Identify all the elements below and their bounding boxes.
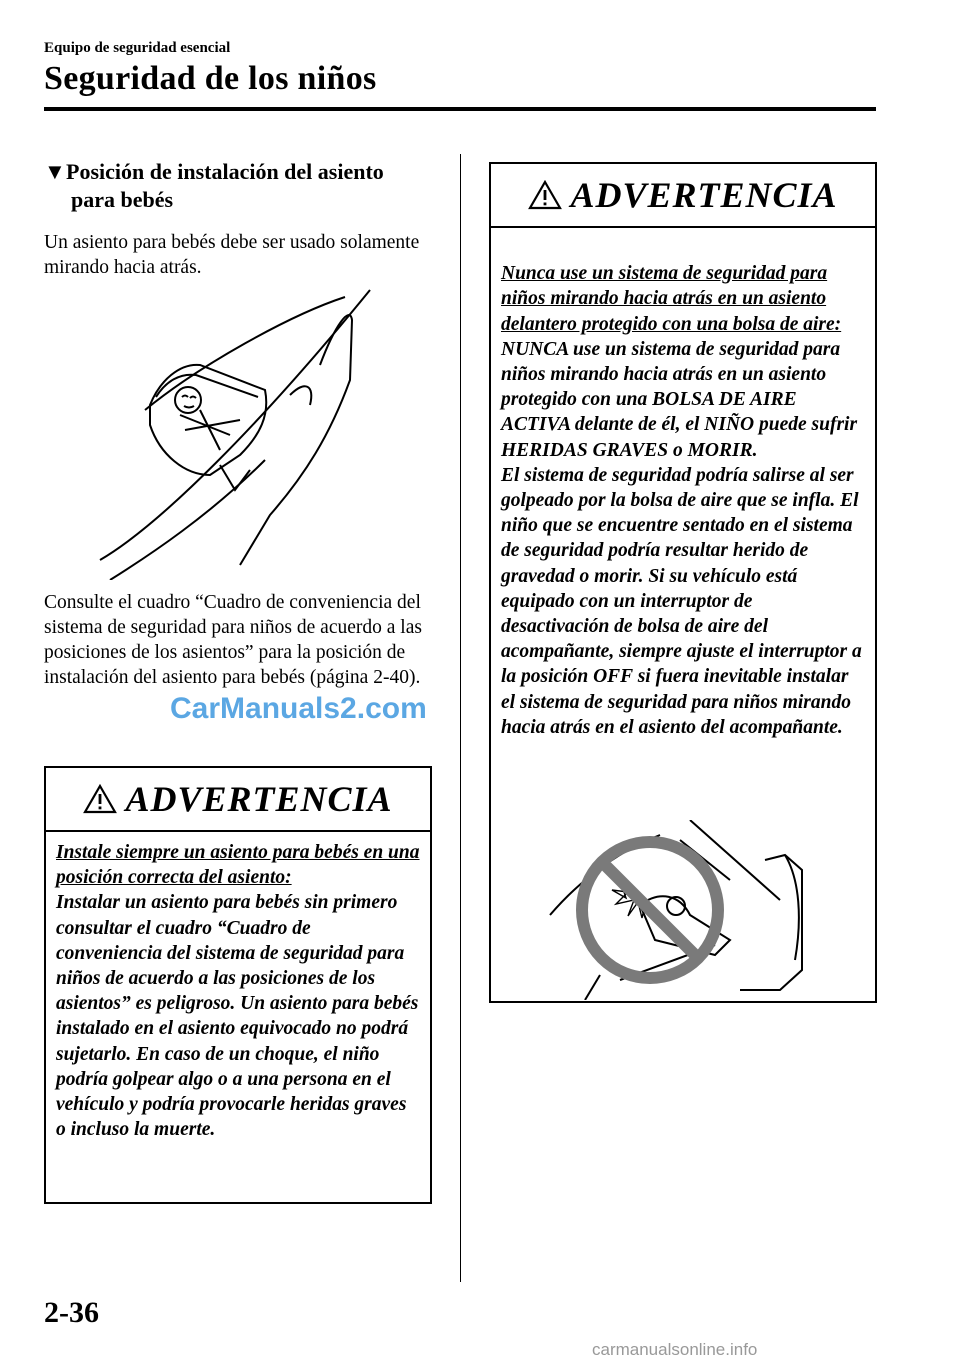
warning-text: NUNCA use un sistema de seguridad para niños mirando hacia atrás en un asiento protegido con una BOLSA DE AIRE ACTIVA delante de él, el NIÑO puede sufrir HERIDAS GRAVES o MORIR. El sistema de seguridad podría salirse al ser golpeado por la bolsa de aire que se infla. El niño que se encuentre sentado en el sistema de seguridad podría resultar herido de gravedad o morir. Si su vehículo está equipado con un interruptor de desactivación de bolsa de aire del acompañante, siempre ajuste el interruptor a la posición OFF si fuera inevitable instalar el sistema de seguridad para niños mirando hacia atrás en el asiento del acompañante.: [501, 338, 862, 738]
page-title: Seguridad de los niños: [44, 60, 377, 97]
infant-seat-illustration: [90, 285, 380, 580]
section-title-line2: para bebés: [71, 187, 174, 212]
page-number: 2-36: [44, 1296, 99, 1329]
intro-paragraph: Un asiento para bebés debe ser usado solamente mirando hacia atrás.: [44, 232, 420, 278]
warning-triangle-icon: [83, 784, 117, 814]
reference-paragraph: Consulte el cuadro “Cuadro de conveniencia del sistema de seguridad para niños de acuerdo a las posiciones de los asientos” para la posición de instalación del asiento para bebés (página 2-40).: [44, 592, 422, 688]
warning-triangle-icon: [528, 180, 562, 210]
section-title-line1: Posición de instalación del asiento: [66, 159, 384, 184]
watermark: CarManuals2.com: [170, 692, 427, 725]
section-title: [44, 158, 440, 214]
header-kicker: Equipo de seguridad esencial: [44, 40, 231, 56]
warning-lead: Nunca use un sistema de seguridad para niños mirando hacia atrás en un asiento delantero protegido con una bolsa de aire:: [501, 263, 842, 335]
warning-lead: Instale siempre un asiento para bebés en una posición correcta del asiento:: [56, 842, 420, 889]
warning-body: [491, 228, 875, 740]
warning-label: ADVERTENCIA: [125, 779, 393, 819]
warning-body: [46, 832, 430, 1142]
warning-text: Instalar un asiento para bebés sin primero consultar el cuadro “Cuadro de conveniencia del sistema de seguridad para niños de acuerdo a las posiciones de los asientos” es peligroso. Un asiento para bebés instalado en el asiento equivocado no podrá sujetarlo. En caso de un choque, el niño podría golpear algo o a una persona en el vehículo y podría provocarle heridas graves o incluso la muerte.: [56, 892, 419, 1141]
warning-header: [46, 768, 430, 832]
warning-label: ADVERTENCIA: [570, 175, 838, 215]
airbag-rear-facing-prohibition-illustration: [540, 820, 830, 1000]
column-divider: [460, 154, 461, 1282]
section-marker-icon: ▼: [44, 159, 66, 184]
site-footer: carmanualsonline.info: [592, 1340, 758, 1359]
warning-box-infant-position: [44, 766, 432, 1204]
warning-header: [491, 164, 875, 228]
header-rule: [44, 107, 876, 111]
